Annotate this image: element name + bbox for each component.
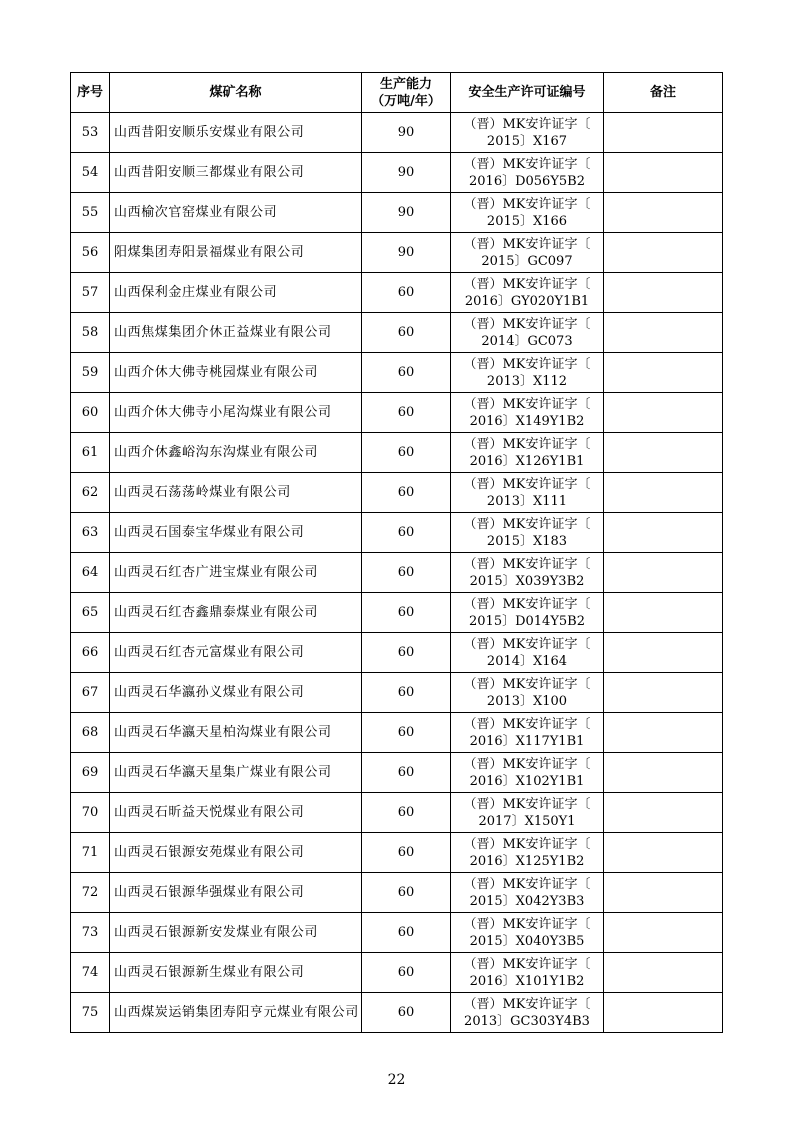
row-license xyxy=(451,633,604,673)
row-capacity: 60 xyxy=(362,273,451,313)
row-license-line1: （晋）MK安许证字〔 xyxy=(463,956,591,972)
header-remarks: 备注 xyxy=(604,73,723,113)
row-capacity: 60 xyxy=(362,673,451,713)
row-mine-name: 山西灵石银源华强煤业有限公司 xyxy=(110,873,362,913)
row-license-line2: 2016〕X102Y1B1 xyxy=(469,773,585,789)
table-row xyxy=(71,833,723,873)
row-remarks xyxy=(604,673,723,713)
table-row xyxy=(71,473,723,513)
row-capacity: 60 xyxy=(362,953,451,993)
row-capacity: 60 xyxy=(362,753,451,793)
row-mine-name: 山西煤炭运销集团寿阳亨元煤业有限公司 xyxy=(110,993,362,1033)
row-mine-name: 山西昔阳安顺三都煤业有限公司 xyxy=(110,153,362,193)
row-index: 54 xyxy=(71,153,110,193)
row-capacity: 60 xyxy=(362,833,451,873)
row-remarks xyxy=(604,433,723,473)
row-license xyxy=(451,113,604,153)
row-license-line1: （晋）MK安许证字〔 xyxy=(463,876,591,892)
row-remarks xyxy=(604,953,723,993)
table-row xyxy=(71,313,723,353)
row-license-line2: 2015〕D014Y5B2 xyxy=(469,613,585,629)
row-license-line2: 2015〕X040Y3B5 xyxy=(469,933,585,949)
row-license xyxy=(451,193,604,233)
row-index: 73 xyxy=(71,913,110,953)
row-mine-name: 山西灵石银源新生煤业有限公司 xyxy=(110,953,362,993)
row-license-line2: 2015〕X183 xyxy=(486,533,568,549)
row-license-line2: 2016〕GY020Y1B1 xyxy=(464,293,590,309)
row-license-line1: （晋）MK安许证字〔 xyxy=(463,756,591,772)
row-mine-name: 山西灵石华瀛天星柏沟煤业有限公司 xyxy=(110,713,362,753)
row-mine-name: 山西灵石华瀛天星集广煤业有限公司 xyxy=(110,753,362,793)
row-license-line2: 2015〕X042Y3B3 xyxy=(469,893,585,909)
row-mine-name: 阳煤集团寿阳景福煤业有限公司 xyxy=(110,233,362,273)
row-capacity: 60 xyxy=(362,993,451,1033)
row-remarks xyxy=(604,913,723,953)
row-license-line1: （晋）MK安许证字〔 xyxy=(463,116,591,132)
row-mine-name: 山西灵石银源安苑煤业有限公司 xyxy=(110,833,362,873)
row-remarks xyxy=(604,593,723,633)
table-row xyxy=(71,993,723,1033)
table-header-row xyxy=(71,73,723,113)
row-license xyxy=(451,353,604,393)
row-mine-name: 山西介休大佛寺桃园煤业有限公司 xyxy=(110,353,362,393)
row-license xyxy=(451,593,604,633)
row-remarks xyxy=(604,713,723,753)
row-index: 69 xyxy=(71,753,110,793)
row-license xyxy=(451,873,604,913)
table-row xyxy=(71,553,723,593)
table-row xyxy=(71,273,723,313)
row-license-line2: 2013〕GC303Y4B3 xyxy=(464,1013,590,1029)
row-license xyxy=(451,233,604,273)
row-license-line1: （晋）MK安许证字〔 xyxy=(463,556,591,572)
row-index: 67 xyxy=(71,673,110,713)
row-license-line1: （晋）MK安许证字〔 xyxy=(463,316,591,332)
row-license xyxy=(451,393,604,433)
row-license xyxy=(451,433,604,473)
row-remarks xyxy=(604,273,723,313)
row-index: 60 xyxy=(71,393,110,433)
row-capacity: 60 xyxy=(362,393,451,433)
table-row xyxy=(71,633,723,673)
row-license-line1: （晋）MK安许证字〔 xyxy=(463,636,591,652)
row-license-line2: 2016〕X149Y1B2 xyxy=(469,413,585,429)
row-index: 68 xyxy=(71,713,110,753)
row-license xyxy=(451,153,604,193)
table-row xyxy=(71,153,723,193)
row-license xyxy=(451,713,604,753)
row-license xyxy=(451,553,604,593)
row-mine-name: 山西介休鑫峪沟东沟煤业有限公司 xyxy=(110,433,362,473)
table-row xyxy=(71,953,723,993)
row-license-line2: 2014〕X164 xyxy=(486,653,568,669)
row-index: 72 xyxy=(71,873,110,913)
row-remarks xyxy=(604,513,723,553)
table-row xyxy=(71,113,723,153)
row-license-line1: （晋）MK安许证字〔 xyxy=(463,916,591,932)
row-index: 70 xyxy=(71,793,110,833)
row-capacity: 60 xyxy=(362,633,451,673)
row-capacity: 60 xyxy=(362,473,451,513)
table-row xyxy=(71,713,723,753)
row-license-line1: （晋）MK安许证字〔 xyxy=(463,836,591,852)
row-license xyxy=(451,833,604,873)
row-license-line2: 2013〕X100 xyxy=(486,693,568,709)
row-capacity: 60 xyxy=(362,353,451,393)
row-license xyxy=(451,313,604,353)
row-mine-name: 山西灵石银源新安发煤业有限公司 xyxy=(110,913,362,953)
row-license-line1: （晋）MK安许证字〔 xyxy=(463,476,591,492)
header-capacity-line1: 生产能力 xyxy=(379,76,432,92)
row-capacity: 60 xyxy=(362,593,451,633)
row-license-line1: （晋）MK安许证字〔 xyxy=(463,196,591,212)
row-mine-name: 山西灵石昕益天悦煤业有限公司 xyxy=(110,793,362,833)
row-mine-name: 山西灵石红杏元富煤业有限公司 xyxy=(110,633,362,673)
table-row xyxy=(71,913,723,953)
row-remarks xyxy=(604,993,723,1033)
row-license-line1: （晋）MK安许证字〔 xyxy=(463,276,591,292)
row-remarks xyxy=(604,353,723,393)
row-capacity: 90 xyxy=(362,193,451,233)
row-index: 59 xyxy=(71,353,110,393)
table-row xyxy=(71,433,723,473)
row-license-line2: 2016〕X117Y1B1 xyxy=(469,733,585,749)
row-license-line1: （晋）MK安许证字〔 xyxy=(463,356,591,372)
row-capacity: 60 xyxy=(362,433,451,473)
row-remarks xyxy=(604,833,723,873)
row-license-line1: （晋）MK安许证字〔 xyxy=(463,436,591,452)
row-capacity: 60 xyxy=(362,873,451,913)
row-license-line2: 2016〕X101Y1B2 xyxy=(469,973,585,989)
row-index: 66 xyxy=(71,633,110,673)
table-row xyxy=(71,513,723,553)
row-capacity: 60 xyxy=(362,713,451,753)
row-mine-name: 山西灵石红杏鑫鼎泰煤业有限公司 xyxy=(110,593,362,633)
row-remarks xyxy=(604,873,723,913)
row-remarks xyxy=(604,553,723,593)
row-license-line2: 2016〕X126Y1B1 xyxy=(469,453,585,469)
row-index: 57 xyxy=(71,273,110,313)
row-index: 55 xyxy=(71,193,110,233)
row-license-line2: 2013〕X111 xyxy=(486,493,568,509)
row-license-line1: （晋）MK安许证字〔 xyxy=(463,396,591,412)
row-license xyxy=(451,673,604,713)
row-index: 74 xyxy=(71,953,110,993)
row-remarks xyxy=(604,753,723,793)
row-index: 58 xyxy=(71,313,110,353)
row-license-line1: （晋）MK安许证字〔 xyxy=(463,996,591,1012)
row-mine-name: 山西榆次官窑煤业有限公司 xyxy=(110,193,362,233)
row-license xyxy=(451,993,604,1033)
row-remarks xyxy=(604,633,723,673)
row-license xyxy=(451,753,604,793)
table-row xyxy=(71,593,723,633)
row-license xyxy=(451,273,604,313)
row-license-line2: 2015〕X166 xyxy=(486,213,568,229)
row-license xyxy=(451,913,604,953)
row-remarks xyxy=(604,153,723,193)
row-remarks xyxy=(604,233,723,273)
header-index: 序号 xyxy=(71,73,110,113)
row-license-line2: 2017〕X150Y1 xyxy=(478,813,576,829)
row-capacity: 60 xyxy=(362,313,451,353)
row-license xyxy=(451,793,604,833)
table-row xyxy=(71,233,723,273)
row-index: 64 xyxy=(71,553,110,593)
row-remarks xyxy=(604,473,723,513)
row-remarks xyxy=(604,113,723,153)
row-index: 56 xyxy=(71,233,110,273)
row-license-line1: （晋）MK安许证字〔 xyxy=(463,516,591,532)
row-license-line2: 2014〕GC073 xyxy=(481,333,573,349)
row-index: 75 xyxy=(71,993,110,1033)
table-row xyxy=(71,353,723,393)
row-license xyxy=(451,473,604,513)
row-capacity: 90 xyxy=(362,233,451,273)
header-name: 煤矿名称 xyxy=(110,73,362,113)
row-capacity: 90 xyxy=(362,113,451,153)
row-index: 53 xyxy=(71,113,110,153)
row-license-line2: 2015〕X039Y3B2 xyxy=(469,573,585,589)
page-number: 22 xyxy=(387,1072,406,1088)
row-license-line1: （晋）MK安许证字〔 xyxy=(463,156,591,172)
row-mine-name: 山西灵石华瀛孙义煤业有限公司 xyxy=(110,673,362,713)
row-license-line2: 2016〕X125Y1B2 xyxy=(469,853,585,869)
row-license xyxy=(451,953,604,993)
coal-mine-table xyxy=(70,72,723,1033)
header-capacity xyxy=(362,73,451,113)
row-license-line2: 2013〕X112 xyxy=(486,373,568,389)
row-mine-name: 山西昔阳安顺乐安煤业有限公司 xyxy=(110,113,362,153)
row-license-line2: 2015〕X167 xyxy=(486,133,568,149)
table-row xyxy=(71,393,723,433)
row-mine-name: 山西灵石荡荡岭煤业有限公司 xyxy=(110,473,362,513)
row-remarks xyxy=(604,393,723,433)
table-row xyxy=(71,193,723,233)
row-remarks xyxy=(604,193,723,233)
row-index: 71 xyxy=(71,833,110,873)
row-license xyxy=(451,513,604,553)
row-license-line1: （晋）MK安许证字〔 xyxy=(463,596,591,612)
row-index: 61 xyxy=(71,433,110,473)
row-mine-name: 山西保利金庄煤业有限公司 xyxy=(110,273,362,313)
table-row xyxy=(71,873,723,913)
row-capacity: 90 xyxy=(362,153,451,193)
row-license-line1: （晋）MK安许证字〔 xyxy=(463,676,591,692)
table-row xyxy=(71,793,723,833)
row-capacity: 60 xyxy=(362,913,451,953)
row-license-line2: 2016〕D056Y5B2 xyxy=(469,173,585,189)
table-row xyxy=(71,673,723,713)
row-license-line1: （晋）MK安许证字〔 xyxy=(463,236,591,252)
row-mine-name: 山西焦煤集团介休正益煤业有限公司 xyxy=(110,313,362,353)
row-remarks xyxy=(604,793,723,833)
row-mine-name: 山西灵石红杏广进宝煤业有限公司 xyxy=(110,553,362,593)
row-license-line1: （晋）MK安许证字〔 xyxy=(463,716,591,732)
row-capacity: 60 xyxy=(362,553,451,593)
table-body xyxy=(71,113,723,1033)
row-capacity: 60 xyxy=(362,793,451,833)
row-capacity: 60 xyxy=(362,513,451,553)
header-capacity-line2: （万吨/年） xyxy=(371,93,441,109)
row-mine-name: 山西介休大佛寺小尾沟煤业有限公司 xyxy=(110,393,362,433)
row-license-line2: 2015〕GC097 xyxy=(481,253,573,269)
row-license-line1: （晋）MK安许证字〔 xyxy=(463,796,591,812)
row-index: 65 xyxy=(71,593,110,633)
row-index: 63 xyxy=(71,513,110,553)
row-index: 62 xyxy=(71,473,110,513)
table-row xyxy=(71,753,723,793)
row-mine-name: 山西灵石国泰宝华煤业有限公司 xyxy=(110,513,362,553)
header-license: 安全生产许可证编号 xyxy=(451,73,604,113)
row-remarks xyxy=(604,313,723,353)
